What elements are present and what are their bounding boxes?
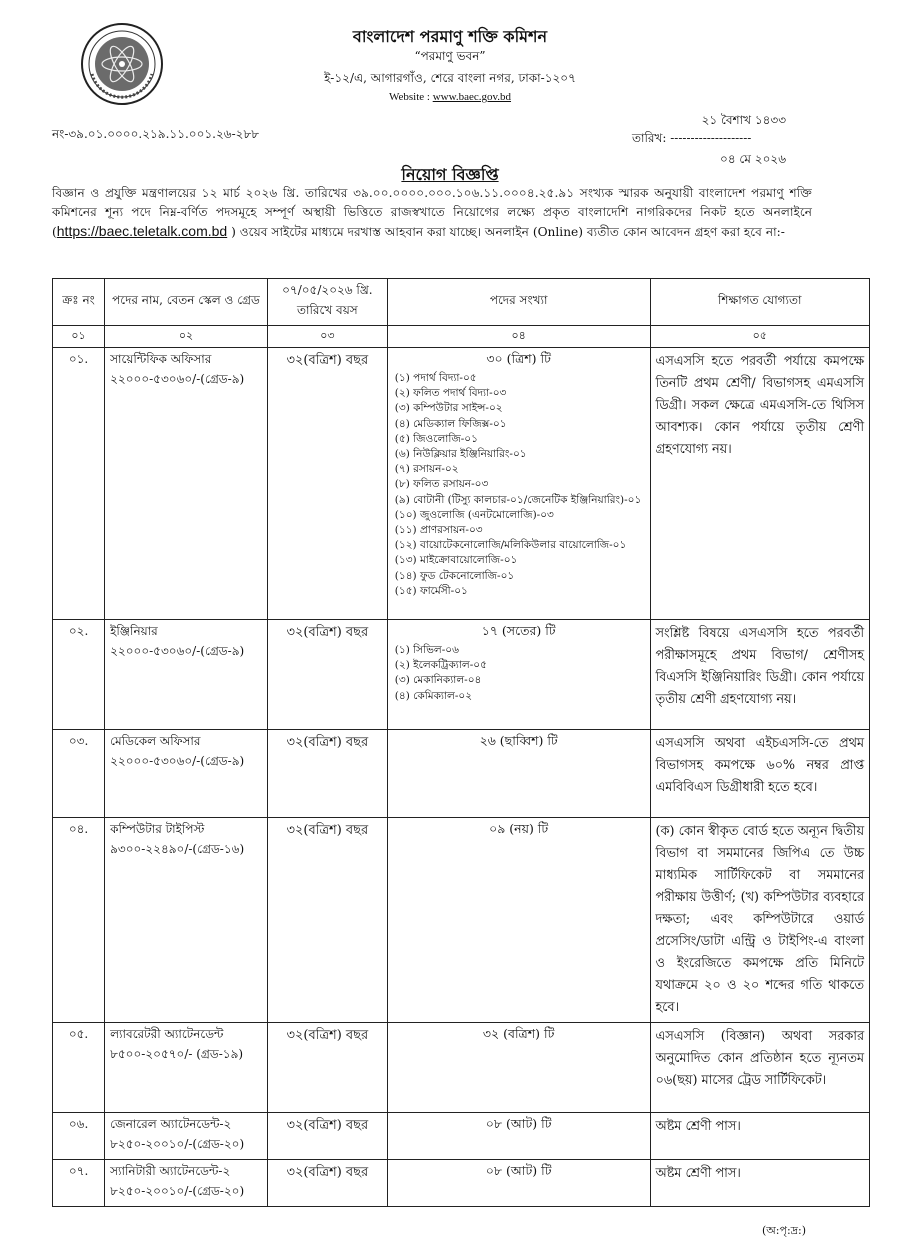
age-cell: ৩২(বত্রিশ) বছর (267, 620, 387, 730)
count-cell (387, 1023, 650, 1113)
building-name: “পরমাণু ভবন” (414, 49, 486, 63)
subject-item: (৭) রসায়ন-০২ (394, 463, 459, 476)
post-name: ল্যাবরেটরী অ্যাটেনডেন্ট (110, 1027, 224, 1041)
age-cell: ৩২(বত্রিশ) বছর (267, 818, 387, 1023)
column-number: ০১ (53, 326, 105, 348)
age-cell: ৩২(বত্রিশ) বছর (267, 1023, 387, 1113)
subject-item: (৩) মেকানিক্যাল-০৪ (394, 674, 482, 687)
pay-scale: ২২০০০-৫৩০৬০/-(গ্রেড-৯) (110, 644, 245, 658)
notice-intro: বিজ্ঞান ও প্রযুক্তি মন্ত্রণালয়ের ১২ মার্চ ২০২৬ খ্রি. তারিখের ৩৯.০০.০০০০.০০০.১০৬.১১.০০০৪.২৫.৯১ সংখ্যক স্মারক অনুযায়ী বাংলাদেশ পরমাণু শক্তি কমিশনের শূন্য পদে নিম্ন-বর্ণিত পদসমূহে সম্পূর্ণ অস্থায়ী ভিত্তিতে রাজস্বখাতে নিয়োগের লক্ষ্যে প্রকৃত বাংলাদেশি নাগরিকদের নিকট হতে অনলাইনে (https://baec.teletalk.com.bd ) ওয়েব সাইটের মাধ্যমে দরখাস্ত আহবান করা যাচ্ছে। অনলাইন (Online) ব্যতীত কোন আবেদন গ্রহণ করা হবে না:- (52, 186, 812, 239)
post-name: ইঞ্জিনিয়ার (110, 624, 158, 638)
posts-table (52, 278, 870, 1207)
count-cell (387, 348, 650, 620)
qualification-cell: সংশ্লিষ্ট বিষয়ে এসএসসি হতে পরবর্তী পরীক্ষাসমূহে প্রথম বিভাগ/ শ্রেণীসহ বিএসসি ইঞ্জিনিয়ারিং ডিগ্রী। কোন পর্যায়ে তৃতীয় শ্রেণী গ্রহণযোগ্য নয়। (650, 620, 869, 730)
website-link[interactable]: www.baec.gov.bd (432, 91, 512, 103)
date-label: তারিখ: -------------------- (632, 131, 752, 145)
age-cell: ৩২(বত্রিশ) বছর (267, 348, 387, 620)
post-count: ৩২ (বত্রিশ) টি (482, 1026, 555, 1041)
subject-item: (১) পদার্থ বিদ্যা-০৫ (394, 372, 477, 384)
count-cell (387, 818, 650, 1023)
subject-item: (১২) বায়োটেকনোলোজি/মলিকিউলার বায়োলোজি-০১ (394, 539, 627, 552)
qualification-cell: এসএসসি হতে পরবর্তী পর্যায়ে কমপক্ষে তিনটি প্রথম শ্রেণী/ বিভাগসহ এমএসসি ডিগ্রী। সকল ক্ষেত্রে এমএসসি-তে থিসিস আবশ্যক। কোন পর্যায়ে তৃতীয় শ্রেণী গ্রহণযোগ্য নয়। (650, 348, 869, 620)
post-name: স্যানিটারী অ্যাটেনডেন্ট-২ (110, 1164, 231, 1178)
application-link[interactable]: https://baec.teletalk.com.bd (56, 223, 228, 239)
subject-item: (১০) জুওলোজি (এনটমোলোজি)-০৩ (394, 508, 554, 521)
header-age: ০৭/০৫/২০২৬ খ্রি. তারিখে বয়স (267, 279, 387, 326)
subject-item: (৫) জিওলোজি-০১ (394, 432, 478, 445)
post-name: জেনারেল অ্যাটেনডেন্ট-২ (110, 1117, 232, 1131)
post-count: ১৭ (সতের) টি (481, 623, 556, 638)
subject-item: (৪) কেমিক্যাল-০২ (394, 689, 473, 702)
serial-cell: ০২. (53, 620, 105, 730)
post-name: কম্পিউটার টাইপিস্ট (110, 822, 205, 836)
post-count: ০৮ (আট) টি (485, 1116, 552, 1131)
post-count: ২৬ (ছাব্বিশ) টি (479, 733, 558, 748)
serial-cell: ০৭. (53, 1160, 105, 1207)
column-number: ০৪ (387, 326, 650, 348)
memo-number: নং-৩৯.০১.০০০০.২১৯.১১.০০১.২৬-২৮৮ (52, 127, 260, 141)
table-row (53, 348, 870, 620)
serial-cell: ০৪. (53, 818, 105, 1023)
column-number: ০২ (105, 326, 268, 348)
qualification-cell: অষ্টম শ্রেণী পাস। (650, 1160, 869, 1207)
pay-scale: ৮২৫০-২০০১০/-(গ্রেড-২০) (110, 1137, 245, 1151)
continued-note: (অ:পৃ:দ্র:) (761, 1224, 806, 1237)
table-row (53, 730, 870, 818)
subject-item: (২) ফলিত পদার্থ বিদ্যা-০৩ (394, 387, 507, 400)
count-cell (387, 730, 650, 818)
website-label: Website : (388, 91, 430, 103)
post-name: সায়েন্টিফিক অফিসার (110, 352, 212, 366)
table-row (53, 620, 870, 730)
age-cell: ৩২(বত্রিশ) বছর (267, 730, 387, 818)
org-address: ই-১২/এ, আগারগাঁও, শেরে বাংলা নগর, ঢাকা-১২০৭ (324, 71, 576, 85)
post-cell (105, 1113, 268, 1160)
subject-item: (১) সিভিল-০৬ (394, 644, 459, 656)
table-row (53, 818, 870, 1023)
subject-item: (১৪) ফুড টেকনোলোজি-০১ (394, 569, 515, 582)
column-number-row (53, 326, 870, 348)
post-count: ০৮ (আট) টি (485, 1163, 552, 1178)
column-number: ০৩ (267, 326, 387, 348)
pay-scale: ৮২৫০-২০০১০/-(গ্রেড-২০) (110, 1184, 245, 1198)
subject-item: (১১) প্রাণরসায়ন-০৩ (394, 524, 483, 537)
age-cell: ৩২(বত্রিশ) বছর (267, 1113, 387, 1160)
date-bangla: ২১ বৈশাখ ১৪৩৩ (701, 113, 786, 127)
post-cell (105, 730, 268, 818)
table-row (53, 1160, 870, 1207)
count-cell (387, 1113, 650, 1160)
post-name: মেডিকেল অফিসার (110, 734, 201, 748)
subject-item: (৩) কম্পিউটার সাইন্স-০২ (394, 402, 503, 415)
subject-item: (২) ইলেকট্রিক্যাল-০৫ (394, 659, 487, 672)
table-row (53, 1023, 870, 1113)
post-cell (105, 620, 268, 730)
count-cell (387, 1160, 650, 1207)
org-name: বাংলাদেশ পরমাণু শক্তি কমিশন (352, 27, 548, 46)
header-count: পদের সংখ্যা (387, 279, 650, 326)
website-line (0, 91, 900, 103)
post-cell (105, 348, 268, 620)
pay-scale: ৯৩০০-২২৪৯০/-(গ্রেড-১৬) (110, 842, 245, 856)
subject-item: (১৫) ফার্মেসী-০১ (394, 584, 468, 597)
header-qualification: শিক্ষাগত যোগ্যতা (650, 279, 869, 326)
pay-scale: ৮৫০০-২০৫৭০/- (গ্রড-১৯) (110, 1047, 244, 1061)
subject-item: (৮) ফলিত রসায়ন-০৩ (394, 478, 489, 491)
post-cell (105, 818, 268, 1023)
post-cell (105, 1160, 268, 1207)
post-count: ৩০ (ত্রিশ) টি (486, 351, 551, 366)
post-cell (105, 1023, 268, 1113)
pay-scale: ২২০০০-৫৩০৬০/-(গ্রেড-৯) (110, 754, 245, 768)
count-cell (387, 620, 650, 730)
serial-cell: ০৫. (53, 1023, 105, 1113)
serial-cell: ০৬. (53, 1113, 105, 1160)
qualification-cell: এসএসসি (বিজ্ঞান) অথবা সরকার অনুমোদিত কোন প্রতিষ্ঠান হতে ন্যূনতম ০৬(ছয়) মাসের ট্রেড সার্টিফিকেট। (650, 1023, 869, 1113)
serial-cell: ০৩. (53, 730, 105, 818)
table-row (53, 1113, 870, 1160)
subject-item: (৯) বোটানী (টিস্যু কালচার-০১/জেনেটিক ইঞ্জিনিয়ারিং)-০১ (394, 493, 642, 506)
post-count: ০৯ (নয়) টি (489, 821, 549, 836)
qualification-cell: (ক) কোন স্বীকৃত বোর্ড হতে অন্যূন দ্বিতীয় বিভাগ বা সমমানের জিপিএ তে উচ্চ মাধ্যমিক সার্টিফিকেট বা সমমানের পরীক্ষায় উত্তীর্ণ; (খ) কম্পিউটার ব্যবহারে দক্ষতা; এবং কম্পিউটারে ওয়ার্ড প্রসেসিং/ডাটা এন্ট্রি ও টাইপিং-এ বাংলা ও ইংরেজিতে কমপক্ষে প্রতি মিনিটে যথাক্রমে ২০ ও ২০ শব্দের গতি থাকতে হবে। (650, 818, 869, 1023)
subject-item: (১৩) মাইক্রোবায়োলোজি-০১ (394, 554, 518, 567)
age-cell: ৩২(বত্রিশ) বছর (267, 1160, 387, 1207)
date-english: ০৪ মে ২০২৬ (720, 152, 786, 166)
pay-scale: ২২০০০-৫৩০৬০/-(গ্রেড-৯) (110, 372, 245, 386)
notice-title: নিয়োগ বিজ্ঞপ্তি (401, 165, 499, 184)
header-post: পদের নাম, বেতন স্কেল ও গ্রেড (105, 279, 268, 326)
subject-item: (৬) নিউক্লিয়ার ইঞ্জিনিয়ারিং-০১ (394, 448, 527, 461)
subject-item: (৪) মেডিক্যাল ফিজিক্স-০১ (394, 417, 507, 430)
serial-cell: ০১. (53, 348, 105, 620)
table-header-row (53, 279, 870, 326)
header-serial: ক্রঃ নং (53, 279, 105, 326)
qualification-cell: অষ্টম শ্রেণী পাস। (650, 1113, 869, 1160)
column-number: ০৫ (650, 326, 869, 348)
qualification-cell: এসএসসি অথবা এইচএসসি-তে প্রথম বিভাগসহ কমপক্ষে ৬০% নম্বর প্রাপ্ত এমবিবিএস ডিগ্রীধারী হতে হবে। (650, 730, 869, 818)
